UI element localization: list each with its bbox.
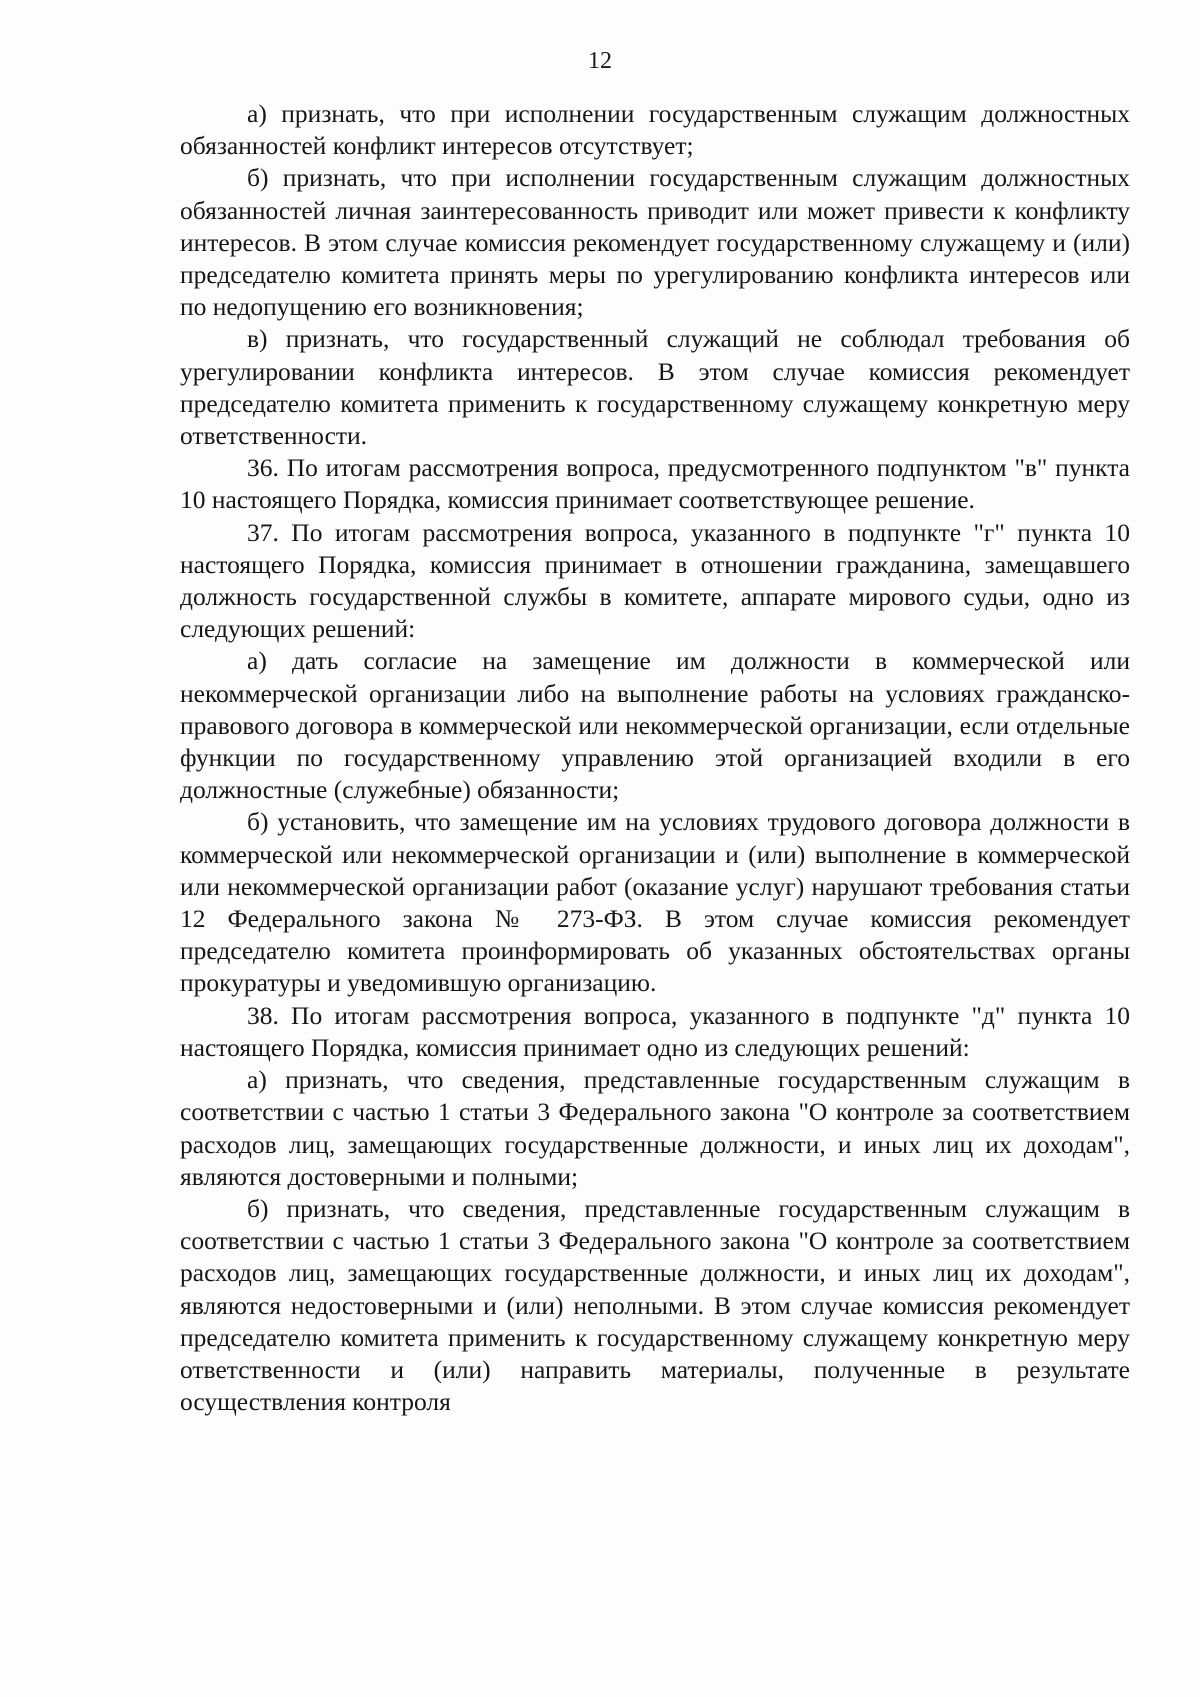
page-number: 12 bbox=[588, 48, 612, 74]
paragraph-b-personal-interest: б) признать, что при исполнении государственным служащим должностных обязанностей личная заинтересованность приводит или может привести к конфликту интересов. В этом случае комиссия рекомендует государственному служащему и (или) председателю комитета принять меры по урегулированию конфликта интересов или по недопущению его возникновения; bbox=[180, 163, 1130, 322]
paragraph-37-b: б) установить, что замещение им на условиях трудового договора должности в коммерческой или некоммерческой организации и (или) выполнение в коммерческой или некоммерческой организации работ (оказание услуг) нарушают требования статьи 12 Федерального закона № 273-ФЗ. В этом случае комиссия рекомендует председателю комитета проинформировать об указанных обстоятельствах органы прокуратуры и уведомившую организацию. bbox=[180, 807, 1130, 998]
paragraph-v-requirements-violated: в) признать, что государственный служащий не соблюдал требования об урегулировании конфликта интересов. В этом случае комиссия рекомендует председателю комитета применить к государственному служащему конкретную меру ответственности. bbox=[180, 324, 1130, 451]
paragraph-38-a: а) признать, что сведения, представленные государственным служащим в соответствии с частью 1 статьи 3 Федерального закона "О контроле за соответствием расходов лиц, замещающих государственные должности, и иных лиц их доходам", являются достоверными и полными; bbox=[180, 1065, 1130, 1191]
paragraph-a-no-conflict: а) признать, что при исполнении государственным служащим должностных обязанностей конфликт интересов отсутствует; bbox=[180, 99, 1130, 161]
paragraph-37-a: а) дать согласие на замещение им должности в коммерческой или некоммерческой организации либо на выполнение работы на условиях гражданско-правового договора в коммерческой или некоммерческой организации, если отдельные функции по государственному управлению этой организацией входили в его должностные (служебные) обязанности; bbox=[180, 646, 1130, 805]
paragraph-36: 36. По итогам рассмотрения вопроса, предусмотренного подпунктом "в" пункта 10 настоящего Порядка, комиссия принимает соответствующее решение. bbox=[180, 453, 1130, 515]
document-body bbox=[180, 98, 1130, 1418]
paragraph-38: 38. По итогам рассмотрения вопроса, указанного в подпункте "д" пункта 10 настоящего Порядка, комиссия принимает одно из следующих решений: bbox=[180, 1000, 1130, 1062]
paragraph-38-b: б) признать, что сведения, представленные государственным служащим в соответствии с частью 1 статьи 3 Федерального закона "О контроле за соответствием расходов лиц, замещающих государственные должности, и иных лиц их доходам", являются недостоверными и (или) неполными. В этом случае комиссия рекомендует председателю комитета применить к государственному служащему конкретную меру ответственности и (или) направить материалы, полученные в результате осуществления контроля bbox=[180, 1193, 1130, 1417]
paragraph-37: 37. По итогам рассмотрения вопроса, указанного в подпункте "г" пункта 10 настоящего Порядка, комиссия принимает в отношении гражданина, замещавшего должность государственной службы в комитете, аппарате мирового судьи, одно из следующих решений: bbox=[180, 517, 1130, 644]
